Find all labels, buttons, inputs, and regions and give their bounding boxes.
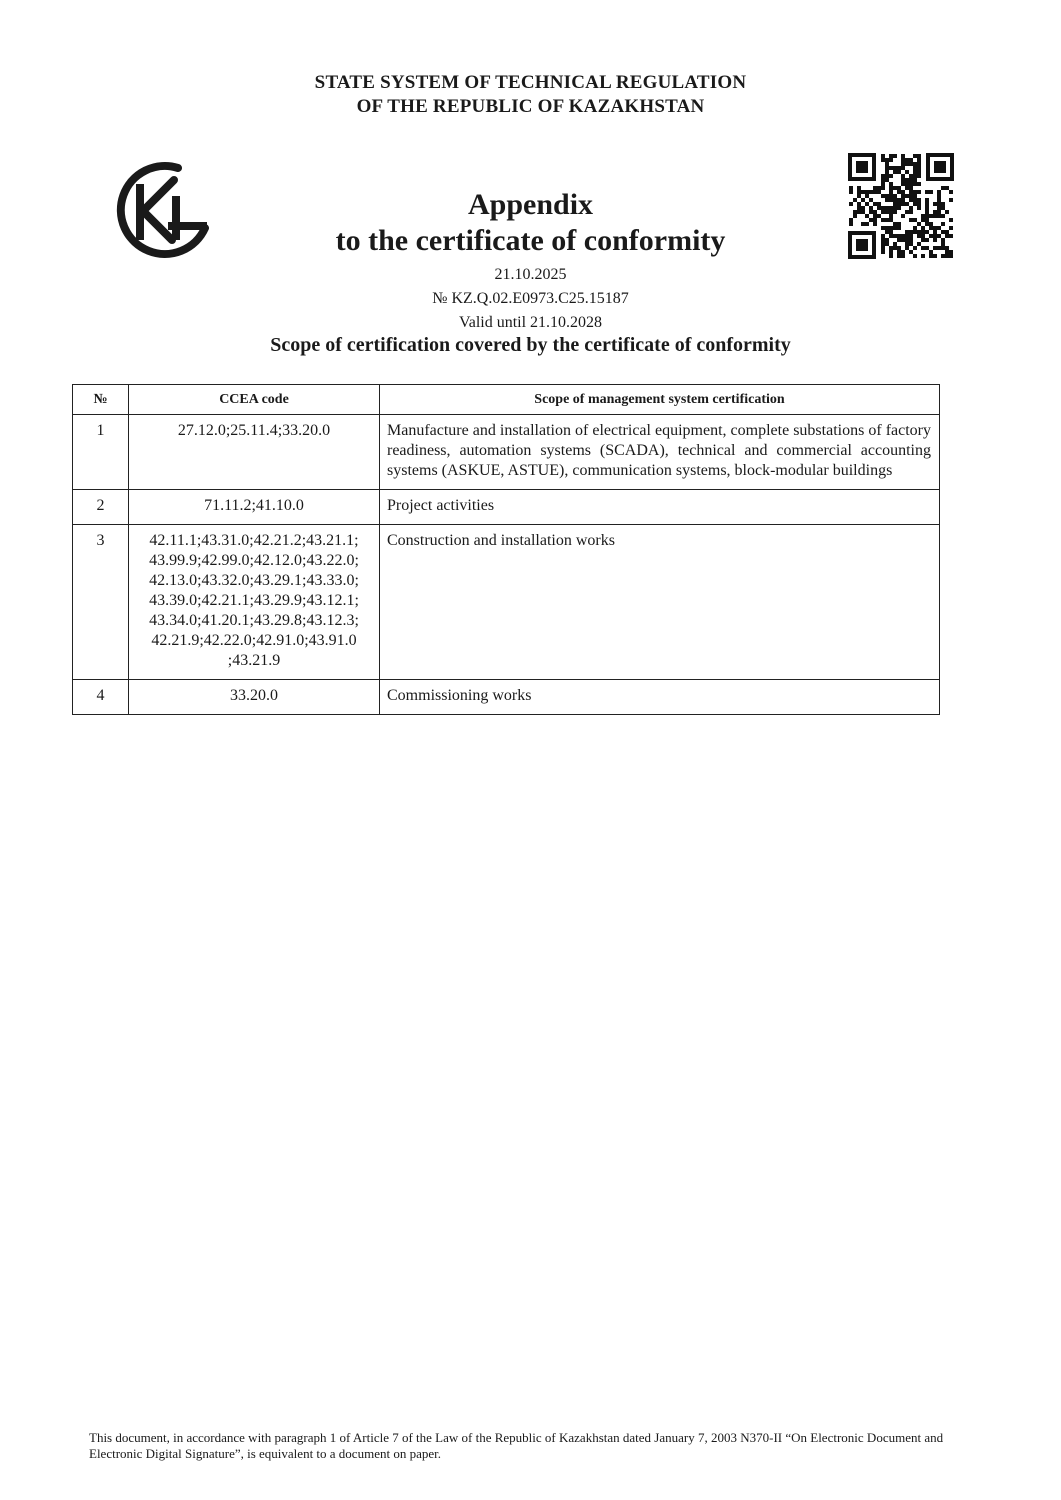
- row-number: 2: [73, 490, 129, 525]
- header-scope: Scope of management system certification: [380, 385, 940, 415]
- row-number: 4: [73, 680, 129, 715]
- row-ccea-code: [129, 525, 380, 680]
- row-scope: Manufacture and installation of electrical equipment, complete substations of factory readiness, automation systems (SCADA), technical and commercial accounting systems (ASKUE, ASTUE), communication systems, block-modular buildings: [380, 415, 940, 490]
- scope-heading: Scope of certification covered by the certificate of conformity: [270, 334, 791, 356]
- title-line1: Appendix: [467, 188, 594, 221]
- title-line2: to the certificate of conformity: [335, 224, 726, 257]
- table-header-row: [73, 385, 940, 415]
- header-ccea-code: CCEA code: [129, 385, 380, 415]
- table-row: [73, 525, 940, 680]
- table-row: [73, 490, 940, 525]
- certificate-number: № KZ.Q.02.E0973.C25.15187: [432, 290, 629, 307]
- ccea-code-list: 42.11.1;43.31.0;42.21.2;43.21.1; 43.99.9;42.99.0;42.12.0;43.22.0; 42.13.0;43.32.0;43.29.1;43.33.0; 43.39.0;42.21.1;43.29.9;43.12.1; 43.34.0;41.20.1;43.29.8;43.12.3; 42.21.9;42.22.0;42.91.0;43.91.0 ;43.21.9: [149, 532, 359, 669]
- certificate-details: [0, 263, 1061, 335]
- valid-until: Valid until 21.10.2028: [458, 314, 603, 331]
- row-scope: Commissioning works: [380, 680, 940, 715]
- table-row: [73, 415, 940, 490]
- row-number: 1: [73, 415, 129, 490]
- issue-date: 21.10.2025: [494, 266, 567, 283]
- row-ccea-code: 33.20.0: [129, 680, 380, 715]
- row-number: 3: [73, 525, 129, 680]
- row-scope: Construction and installation works: [380, 525, 940, 680]
- header-number: №: [73, 385, 129, 415]
- row-ccea-code: 27.12.0;25.11.4;33.20.0: [129, 415, 380, 490]
- document-title: [0, 187, 1061, 259]
- issuing-authority: [0, 71, 1061, 119]
- issuing-authority-line1: STATE SYSTEM OF TECHNICAL REGULATION: [314, 72, 747, 93]
- issuing-authority-line2: OF THE REPUBLIC OF KAZAKHSTAN: [356, 96, 705, 117]
- row-scope: Project activities: [380, 490, 940, 525]
- legal-footnote: This document, in accordance with paragraph 1 of Article 7 of the Law of the Republic of Kazakhstan dated January 7, 2003 N370-II “On Electronic Document and Electronic Digital Signature”, is equivalent to a document on paper.: [89, 1430, 944, 1461]
- scope-table: [72, 384, 940, 715]
- row-ccea-code: 71.11.2;41.10.0: [129, 490, 380, 525]
- table-row: [73, 680, 940, 715]
